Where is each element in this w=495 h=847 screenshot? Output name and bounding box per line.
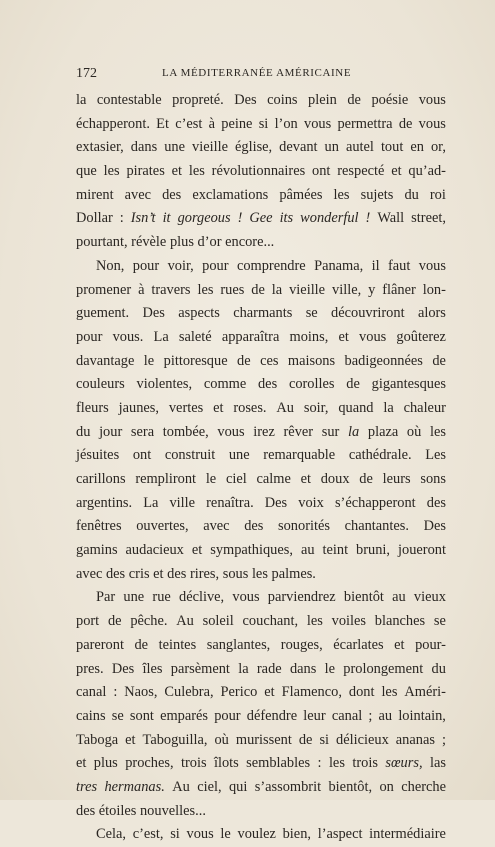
text-line: gamins audacieux et sympathiques, au teint bruni, joueront <box>76 542 446 559</box>
text-line: Taboga et Taboguilla, où murissent de si délicieux ananas ; <box>76 731 446 748</box>
text-line: avec des cris et des rires, sous les palmes. <box>76 565 316 582</box>
text-line: davantage le pittoresque de ces maisons badigeonnées de <box>76 352 446 369</box>
text-line: pour vous. La saleté apparaîtra moins, et vous goûterez <box>76 328 446 345</box>
running-title: LA MÉDITERRANÉE AMÉRICAINE <box>162 67 352 79</box>
text-line: Non, pour voir, pour comprendre Panama, il faut vous <box>96 257 446 274</box>
text-line: la contestable propreté. Des coins plein de poésie vous <box>76 92 446 108</box>
text-line: pareront de teintes sanglantes, rouges, écarlates et pour- <box>76 636 446 653</box>
body-text <box>76 89 446 847</box>
text-line: carillons rempliront le ciel calme et doux de leurs sons <box>76 471 446 487</box>
page-header <box>76 66 445 84</box>
text-line: et plus proches, trois îlots semblables : les trois sœurs, las <box>76 755 446 772</box>
text-line: des étoiles nouvelles... <box>76 802 206 819</box>
text-line: tres hermanas. Au ciel, qui s’assombrit bientôt, on cherche <box>76 778 446 795</box>
page-number: 172 <box>76 66 97 81</box>
text-line: extasier, dans une vieille église, devant un autel tout en or, <box>76 139 446 156</box>
text-line: Cela, c’est, si vous le voulez bien, l’aspect intermédiaire <box>96 826 446 843</box>
text-line: pres. Des îles parsèment la rade dans le prolongement du <box>76 660 446 677</box>
text-line: port de pêche. Au soleil couchant, les voiles blanches se <box>76 613 446 630</box>
text-line: Par une rue déclive, vous parviendrez bientôt au vieux <box>96 589 446 606</box>
text-line: cains se sont emparés pour défendre leur canal ; au lointain, <box>76 707 446 724</box>
text-line: que les pirates et les révolutionnaires ont respecté et qu’ad- <box>76 163 446 180</box>
text-line: argentins. La ville renaîtra. Des voix s’échapperont des <box>76 494 446 511</box>
text-line: échapperont. Et c’est à peine si l’on vous permettra de vous <box>76 115 446 132</box>
text-line: fleurs jaunes, vertes et roses. Au soir, quand la chaleur <box>76 399 446 416</box>
text-line: mirent avec des exclamations pâmées les sujets du roi <box>76 186 446 203</box>
text-line: canal : Naos, Culebra, Perico et Flamenco, dont les Améri- <box>76 684 446 701</box>
text-line: du jour sera tombée, vous irez rêver sur la plaza où les <box>76 423 446 440</box>
text-line: couleurs violentes, comme des corolles de gigantesques <box>76 376 446 393</box>
text-line: promener à travers les rues de la vieille ville, y flâner lon- <box>76 281 446 298</box>
text-line: fenêtres ouvertes, avec des sonorités chantantes. Des <box>76 518 446 535</box>
text-line: Dollar : Isn’t it gorgeous ! Gee its wonderful ! Wall street, <box>76 210 446 227</box>
text-line: jésuites ont construit une remarquable cathédrale. Les <box>76 447 446 464</box>
text-line: guement. Des aspects charmants se découvriront alors <box>76 305 446 322</box>
text-line: pourtant, révèle plus d’or encore... <box>76 234 275 251</box>
